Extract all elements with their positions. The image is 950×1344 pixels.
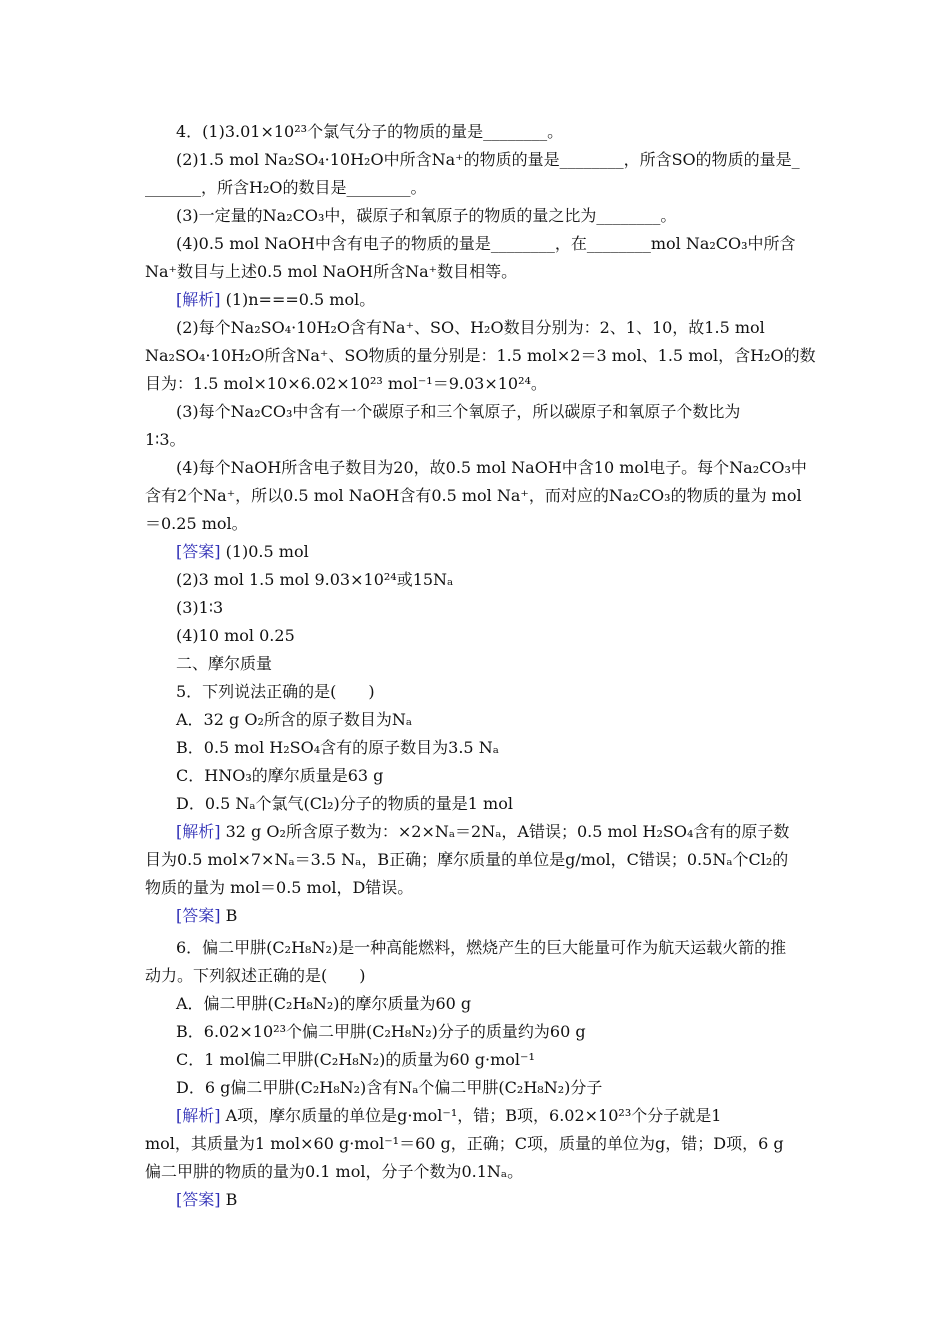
line-text: A项，摩尔质量的单位是g·mol⁻¹，错；B项，6.02×10²³个分子就是1 xyxy=(220,1106,722,1125)
text-line xyxy=(176,569,453,591)
text-line xyxy=(176,289,375,311)
text-line xyxy=(176,793,513,815)
text-line xyxy=(176,121,563,143)
line-text: A．偏二甲肼(C₂H₈N₂)的摩尔质量为60 g xyxy=(176,994,472,1013)
text-line xyxy=(176,681,375,703)
line-text: 动力。下列叙述正确的是( ) xyxy=(145,966,366,985)
text-line xyxy=(145,373,547,395)
text-line xyxy=(176,737,499,759)
section-tag: [解析] xyxy=(176,1106,221,1125)
text-line xyxy=(176,1189,237,1211)
line-text: (4)10 mol 0.25 xyxy=(176,626,295,645)
text-line xyxy=(176,653,272,675)
text-line xyxy=(145,513,248,535)
text-line xyxy=(176,317,765,339)
section-tag: [解析] xyxy=(176,822,221,841)
text-line xyxy=(176,457,807,479)
text-line xyxy=(145,1161,523,1183)
text-line xyxy=(145,965,366,987)
line-text: ＝0.25 mol。 xyxy=(145,514,248,533)
line-text: 二、摩尔质量 xyxy=(176,654,273,673)
line-text: 物质的量为 mol＝0.5 mol，D错误。 xyxy=(145,878,414,897)
line-text: 目为0.5 mol×7×Nₐ＝3.5 Nₐ，B正确；摩尔质量的单位是g/mol，C错误；0.5Nₐ个Cl₂的 xyxy=(145,850,789,869)
section-tag: [解析] xyxy=(176,290,221,309)
line-text: 含有2个Na⁺，所以0.5 mol NaOH含有0.5 mol Na⁺，而对应的Na₂CO₃的物质的量为 mol xyxy=(145,486,802,505)
text-line xyxy=(176,905,237,927)
text-line xyxy=(176,401,740,423)
line-text: D．6 g偏二甲肼(C₂H₈N₂)含有Nₐ个偏二甲肼(C₂H₈N₂)分子 xyxy=(176,1078,603,1097)
line-text: (2)3 mol 1.5 mol 9.03×10²⁴或15Nₐ xyxy=(176,570,454,589)
line-text: C．1 mol偏二甲肼(C₂H₈N₂)的质量为60 g·mol⁻¹ xyxy=(176,1050,535,1069)
line-text: 4．(1)3.01×10²³个氯气分子的物质的量是________。 xyxy=(176,122,564,141)
line-text: 1∶3。 xyxy=(145,430,186,449)
line-text: 6．偏二甲肼(C₂H₈N₂)是一种高能燃料，燃烧产生的巨大能量可作为航天运载火箭的推 xyxy=(176,938,787,957)
text-line xyxy=(176,765,383,787)
line-text: (1)0.5 mol xyxy=(220,542,309,561)
line-text: D．0.5 Nₐ个氯气(Cl₂)分子的物质的量是1 mol xyxy=(176,794,513,813)
section-tag: [答案] xyxy=(176,542,221,561)
text-line xyxy=(176,541,309,563)
line-text: C．HNO₃的摩尔质量是63 g xyxy=(176,766,384,785)
text-line xyxy=(145,261,517,283)
line-text: B．6.02×10²³个偏二甲肼(C₂H₈N₂)分子的质量约为60 g xyxy=(176,1022,586,1041)
text-line xyxy=(176,709,412,731)
text-line xyxy=(145,429,186,451)
line-text: (3)1∶3 xyxy=(176,598,224,617)
line-text: _______，所含H₂O的数目是________。 xyxy=(145,178,427,197)
text-line xyxy=(176,597,223,619)
line-text: B．0.5 mol H₂SO₄含有的原子数目为3.5 Nₐ xyxy=(176,738,499,757)
line-text: 偏二甲肼的物质的量为0.1 mol，分子个数为0.1Nₐ。 xyxy=(145,1162,524,1181)
text-line xyxy=(145,345,816,367)
text-line xyxy=(145,1133,784,1155)
text-line xyxy=(176,149,800,171)
text-line xyxy=(176,205,676,227)
line-text: (4)0.5 mol NaOH中含有电子的物质的量是________，在________mol Na₂CO₃中所含 xyxy=(176,234,796,253)
text-line xyxy=(176,1049,535,1071)
line-text: B xyxy=(220,906,238,925)
text-line xyxy=(176,233,796,255)
text-line xyxy=(176,1021,586,1043)
line-text: (1)n===0.5 mol。 xyxy=(220,290,376,309)
line-text: (2)每个Na₂SO₄·10H₂O含有Na⁺、SO、H₂O数目分别为：2、1、10，故1.5 mol xyxy=(176,318,765,337)
text-line xyxy=(176,993,471,1015)
text-line xyxy=(176,1077,602,1099)
text-line xyxy=(145,177,427,199)
text-line xyxy=(145,849,788,871)
line-text: (3)每个Na₂CO₃中含有一个碳原子和三个氧原子，所以碳原子和氧原子个数比为 xyxy=(176,402,741,421)
line-text: B xyxy=(220,1190,238,1209)
line-text: 32 g O₂所含原子数为：×2×Nₐ＝2Nₐ，A错误；0.5 mol H₂SO₄含有的原子数 xyxy=(220,822,790,841)
text-line xyxy=(176,937,786,959)
line-text: mol，其质量为1 mol×60 g·mol⁻¹＝60 g，正确；C项，质量的单位为g，错；D项，6 g xyxy=(145,1134,784,1153)
text-line xyxy=(176,625,295,647)
text-line xyxy=(176,821,789,843)
line-text: A．32 g O₂所含的原子数目为Nₐ xyxy=(176,710,413,729)
line-text: Na₂SO₄·10H₂O所含Na⁺、SO物质的量分别是：1.5 mol×2＝3 mol、1.5 mol，含H₂O的数 xyxy=(145,346,816,365)
line-text: (2)1.5 mol Na₂SO₄·10H₂O中所含Na⁺的物质的量是________，所含SO的物质的量是_ xyxy=(176,150,800,169)
line-text: (3)一定量的Na₂CO₃中，碳原子和氧原子的物质的量之比为________。 xyxy=(176,206,677,225)
line-text: 5．下列说法正确的是( ) xyxy=(176,682,375,701)
section-tag: [答案] xyxy=(176,1190,221,1209)
section-tag: [答案] xyxy=(176,906,221,925)
text-line xyxy=(145,877,413,899)
text-line xyxy=(176,1105,721,1127)
text-line xyxy=(145,485,802,507)
line-text: Na⁺数目与上述0.5 mol NaOH所含Na⁺数目相等。 xyxy=(145,262,518,281)
line-text: (4)每个NaOH所含电子数目为20，故0.5 mol NaOH中含10 mol电子。每个Na₂CO₃中 xyxy=(176,458,807,477)
line-text: 目为：1.5 mol×10×6.02×10²³ mol⁻¹＝9.03×10²⁴。 xyxy=(145,374,547,393)
